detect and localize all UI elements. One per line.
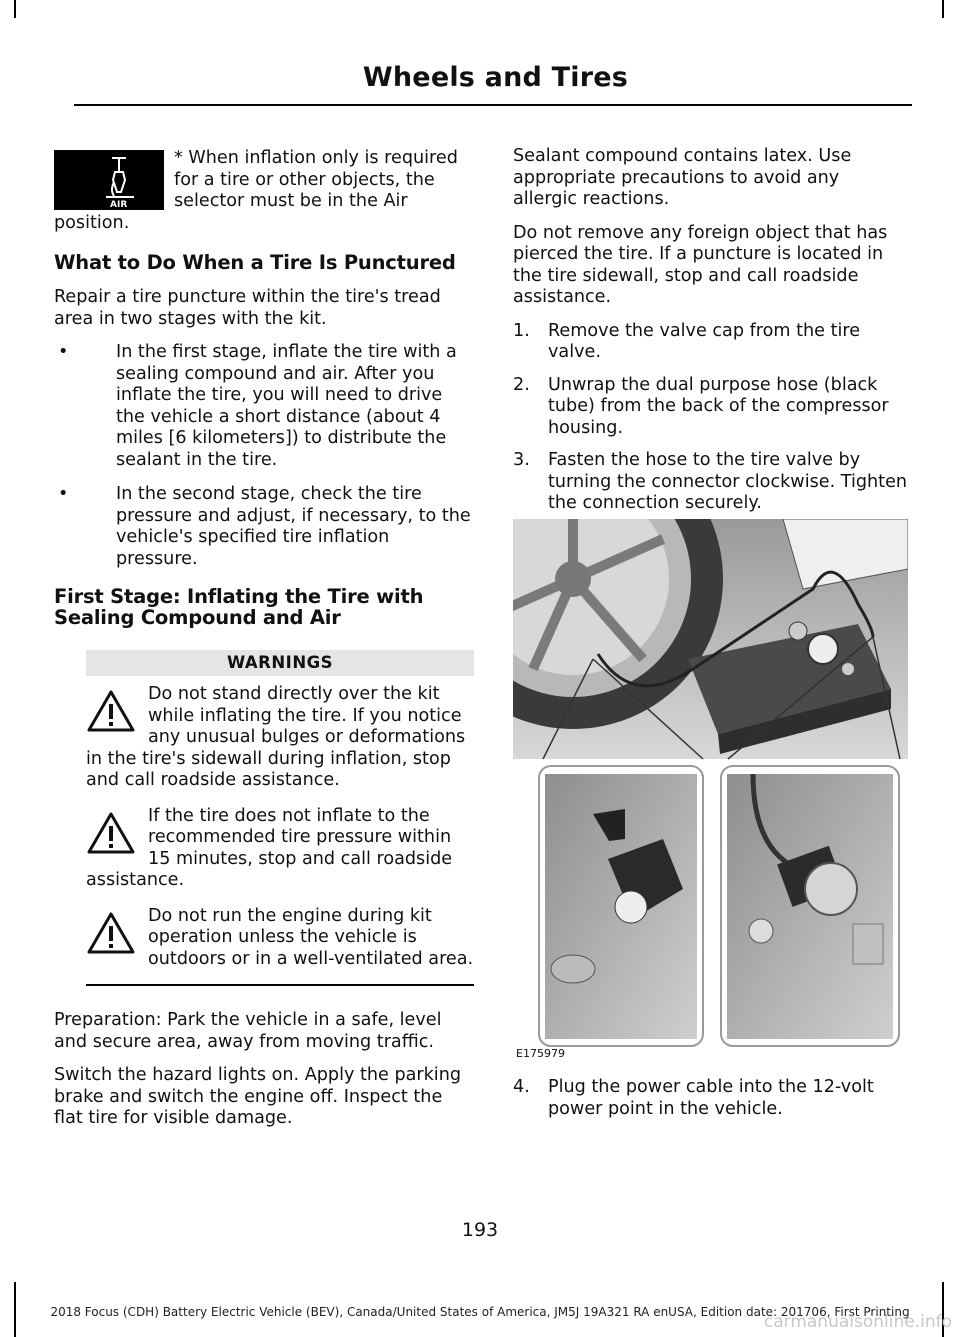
bullet-mark: • <box>58 342 69 362</box>
warning-item: If the tire does not inflate to the recommended tire pressure within 15 minutes, stop and call roadside assistance. <box>86 805 453 890</box>
latex-text: Sealant compound contains latex. Use appropriate precautions to avoid any allergic reactions. <box>513 146 852 209</box>
heading-puncture: What to Do When a Tire Is Punctured <box>54 251 456 274</box>
warnings-heading: WARNINGS <box>86 650 474 676</box>
bullet-mark: • <box>58 484 69 504</box>
watermark: carmanualsonline.info <box>763 1312 952 1332</box>
warning-triangle-icon <box>86 910 136 956</box>
list-item: • In the second stage, check the tire pressure and adjust, if necessary, to the vehicle's specified tire inflation pressure. <box>58 484 471 569</box>
air-selector-icon <box>54 150 164 210</box>
right-column-bottom <box>513 1077 908 1131</box>
svg-text:AIR: AIR <box>110 200 128 210</box>
hazard-text: Switch the hazard lights on. Apply the parking brake and switch the engine off. Inspect the flat tire for visible damage. <box>54 1065 462 1128</box>
foreign-object-text: Do not remove any foreign object that has pierced the tire. If a puncture is located in the tire sidewall, stop and call roadside assistance. <box>513 222 888 307</box>
page-number: 193 <box>461 1219 499 1241</box>
left-column <box>54 146 474 1142</box>
crop-mark-top-left <box>14 0 16 18</box>
tire-kit-illustration <box>513 519 908 1068</box>
warning-triangle-icon <box>86 810 136 856</box>
repair-text: Repair a tire puncture within the tire's tread area in two stages with the kit. <box>54 287 441 329</box>
warning-triangle-icon <box>86 688 136 734</box>
list-item: • In the first stage, inflate the tire with a sealing compound and air. After you inflate the tire, you will need to drive the vehicle a short distance (about 4 miles [6 kilometers]) to distribute the sealant in the tire. <box>58 342 457 470</box>
steps-list <box>513 321 908 515</box>
page-title: Wheels and Tires <box>362 62 628 93</box>
stage-list <box>54 342 474 570</box>
crop-mark-top-right <box>942 0 944 18</box>
list-item: 2. Unwrap the dual purpose hose (black tube) from the back of the compressor housing. <box>513 374 889 438</box>
list-item: 3. Fasten the hose to the tire valve by turning the connector clockwise. Tighten the connection securely. <box>513 450 908 513</box>
figure-id: E175979 <box>516 1047 565 1060</box>
warning-item: Do not stand directly over the kit while inflating the tire. If you notice any unusual bulges or deformations in the tire's sidewall during inflation, stop and call roadside assistance. <box>86 684 466 790</box>
warnings-rule <box>86 984 474 986</box>
footer-text: 2018 Focus (CDH) Battery Electric Vehicle (BEV), Canada/United States of America, JM5J 19A321 RA enUSA, Edition date: 201706, First Printing <box>50 1305 910 1319</box>
warning-item: Do not run the engine during kit operation unless the vehicle is outdoors or in a well-ventilated area. <box>86 906 474 971</box>
preparation-text: Preparation: Park the vehicle in a safe, level and secure area, away from moving traffic. <box>54 1010 442 1052</box>
intro-text: * When inflation only is required for a tire or other objects, the selector must be in the Air position. <box>54 148 458 233</box>
heading-first-stage: First Stage: Inflating the Tire with Sealing Compound and Air <box>54 585 424 629</box>
header-rule <box>74 104 912 106</box>
steps-list-continued <box>513 1077 908 1120</box>
list-item: 1. Remove the valve cap from the tire valve. <box>513 320 861 362</box>
list-item: 4. Plug the power cable into the 12-volt power point in the vehicle. <box>513 1077 874 1119</box>
right-column <box>513 146 908 526</box>
